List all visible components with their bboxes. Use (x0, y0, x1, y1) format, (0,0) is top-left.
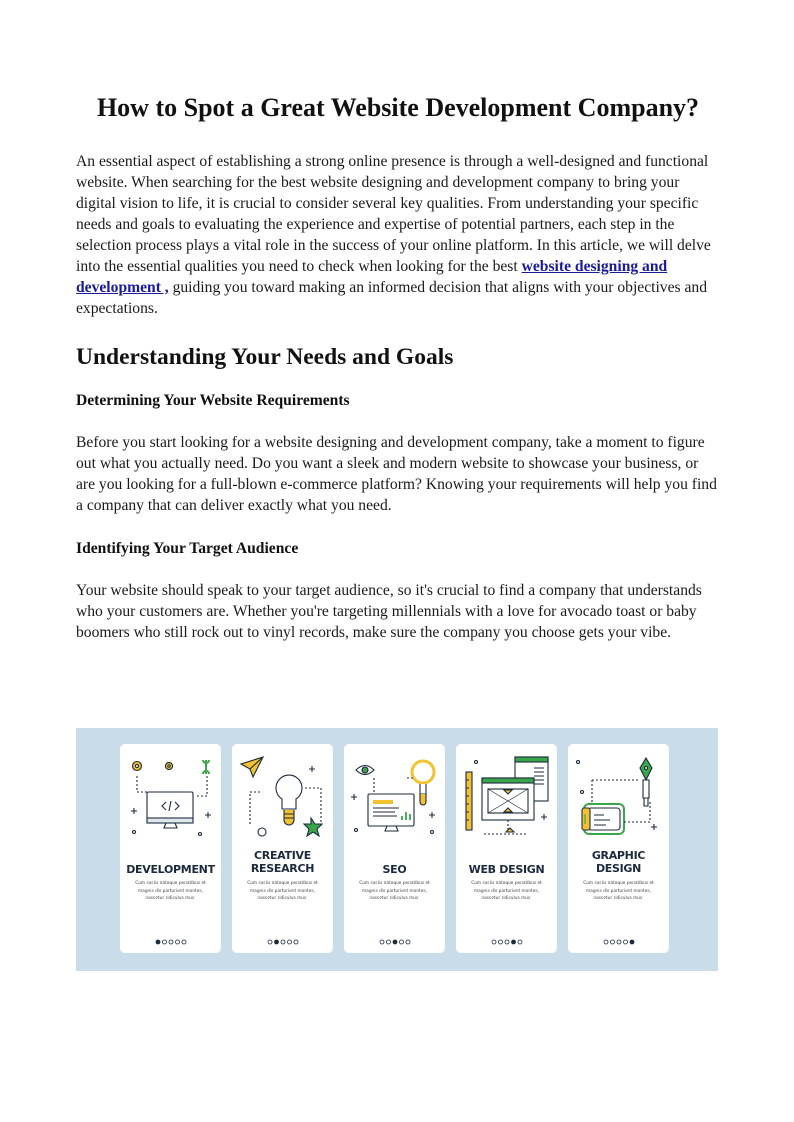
magnifier-monitor-icon (344, 752, 445, 848)
card-title: DEVELOPMENT (126, 863, 215, 876)
subheading-audience: Identifying Your Target Audience (76, 540, 299, 557)
intro-paragraph (76, 151, 720, 319)
card-title: WEB DESIGN (468, 863, 545, 876)
subheading-requirements: Determining Your Website Requirements (76, 392, 350, 409)
card-title-line2: DESIGN (595, 862, 642, 875)
card-title: SEO (382, 863, 407, 876)
page-title: How to Spot a Great Website Development Company? (96, 93, 700, 122)
pagination-dots (120, 939, 221, 945)
card-caption: Cum sociis natoque penatibus et magnis dis parturient montes, nascetur ridiculus mus. (247, 881, 318, 901)
audience-paragraph: Your website should speak to your target audience, so it's crucial to find a company that understands who your customers are. Whether you're targeting millennials with a love for avocado toast or baby boomers who still rock out to vinyl records, make sure the company you choose gets your vibe. (76, 582, 702, 641)
computer-code-icon (120, 752, 221, 848)
card-seo (344, 744, 445, 953)
intro-text-after-link: guiding you toward making an informed decision that aligns with your objectives and expectations. (76, 279, 707, 317)
requirements-paragraph: Before you start looking for a website designing and development company, take a moment to figure out what you actually need. Do you want a sleek and modern website to showcase your business, or are you looking for a full-blown e-commerce platform? Knowing your requirements will help you find a company that can deliver exactly what you need. (76, 434, 717, 514)
card-caption: Cum sociis natoque penatibus et magnis dis parturient montes, nascetur ridiculus mus. (471, 881, 542, 901)
card-development (120, 744, 221, 953)
pagination-dots (568, 939, 669, 945)
card-caption: Cum sociis natoque penatibus et magnis dis parturient montes, nascetur ridiculus mus. (135, 881, 206, 901)
pagination-dots (456, 939, 557, 945)
browser-windows-icon (456, 752, 557, 848)
section-heading: Understanding Your Needs and Goals (76, 344, 454, 370)
pagination-dots (344, 939, 445, 945)
card-caption: Cum sociis natoque penatibus et magnis dis parturient montes, nascetur ridiculus mus. (359, 881, 430, 901)
card-creative-research (232, 744, 333, 953)
card-title-line1: CREATIVE (254, 849, 311, 862)
card-title-line1: GRAPHIC (591, 849, 646, 862)
card-web-design (456, 744, 557, 953)
pen-tool-tablet-icon (568, 752, 669, 848)
intro-text-before-link: An essential aspect of establishing a strong online presence is through a well-designed and functional website. When searching for the best website designing and development company to bring your digital vision to life, it is crucial to consider several key qualities. From understanding your specific needs and goals to evaluating the experience and expertise of potential partners, each step in the selection process plays a vital role in the success of your online platform. In this article, we will delve into the essential qualities you need to check when looking for the best (76, 153, 711, 275)
card-graphic-design (568, 744, 669, 953)
pagination-dots (232, 939, 333, 945)
card-caption: Cum sociis natoque penatibus et magnis dis parturient montes, nascetur ridiculus mus. (583, 881, 654, 901)
services-illustration (76, 728, 718, 971)
card-title-line2: RESEARCH (250, 862, 315, 875)
website-design-link[interactable]: website designing and development , (76, 258, 668, 296)
lightbulb-icon (232, 752, 333, 848)
